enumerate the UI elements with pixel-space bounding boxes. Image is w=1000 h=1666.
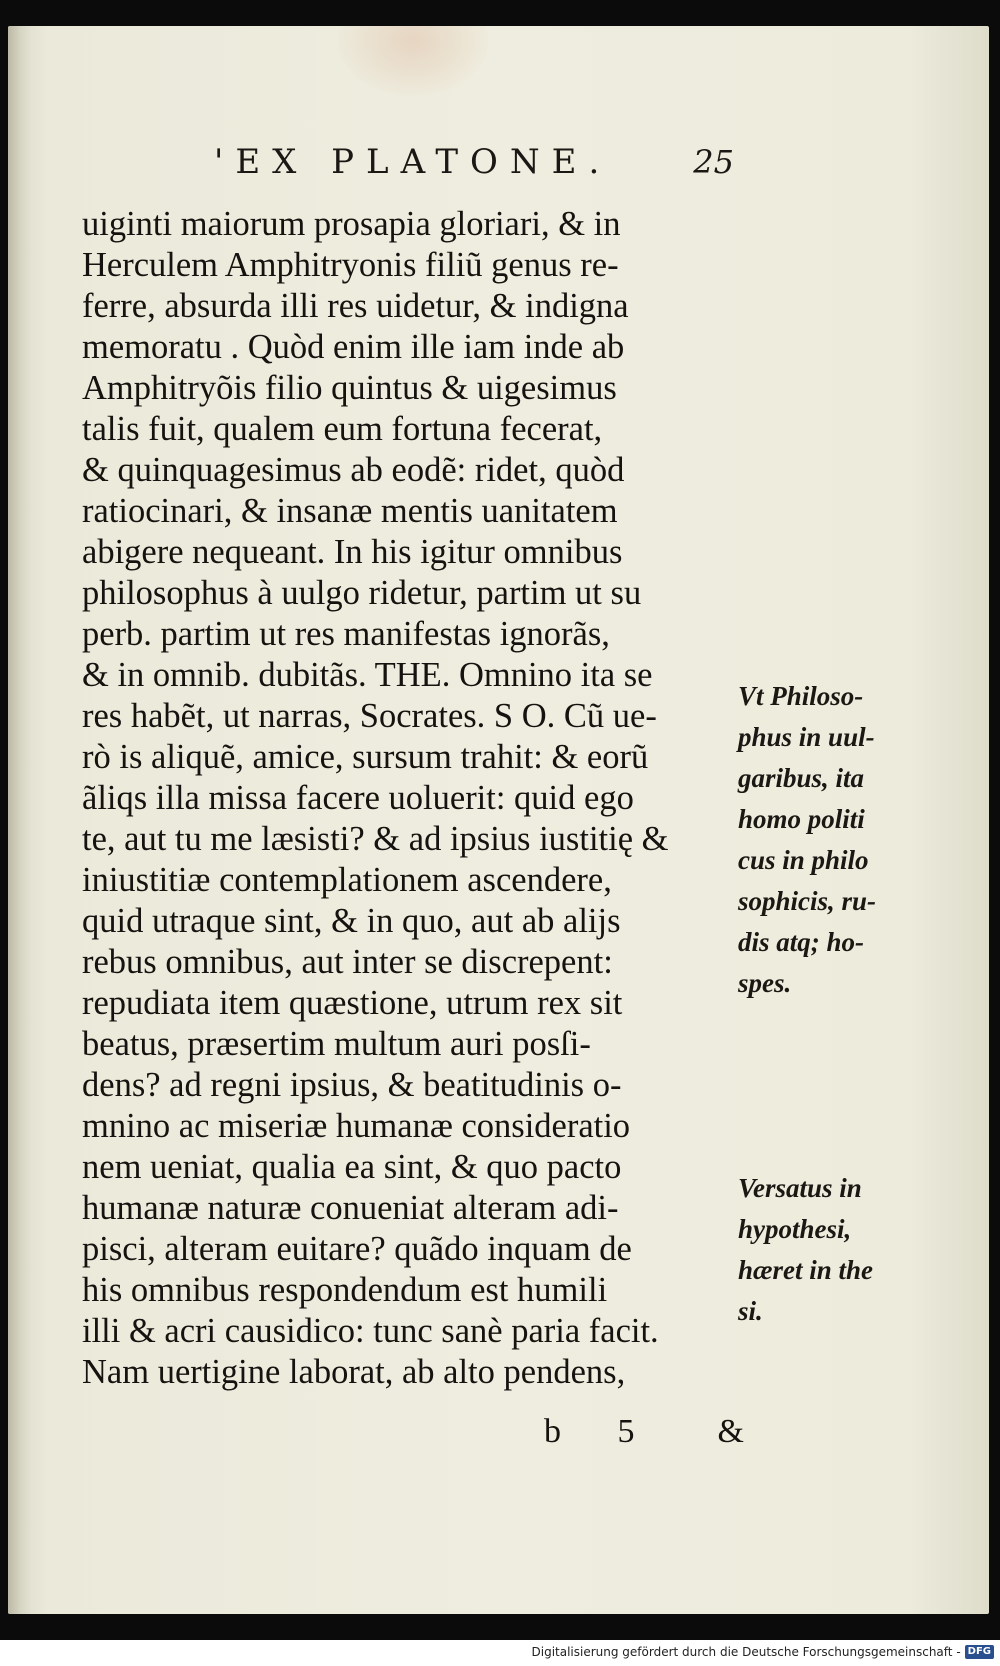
text-line: mnino ac miseriæ humanæ consideratio <box>82 1107 631 1145</box>
funding-credit-text: Digitalisierung gefördert durch die Deutsche Forschungsgemeinschaft - <box>531 1645 961 1659</box>
text-line: pisci, alteram euitare? quãdo inquam de <box>82 1230 632 1268</box>
text-line: res habẽt, ut narras, Socrates. S O. Cũ ue- <box>82 697 657 735</box>
marginal-note-line: phus in uul- <box>738 722 875 752</box>
text-line: beatus, præsertim multum auri posſi- <box>82 1025 591 1063</box>
text-line: Nam uertigine laborat, ab alto pendens, <box>82 1353 626 1391</box>
text-line: repudiata item quæstione, utrum rex sit <box>82 984 623 1022</box>
text-line: & in omnib. dubitãs. THE. Omnino ita se <box>82 656 653 694</box>
marginal-note-line: spes. <box>738 968 792 998</box>
funding-credit <box>532 1642 995 1662</box>
text-line: Herculem Amphitryonis filiũ genus re- <box>82 246 619 284</box>
text-line: nem ueniat, qualia ea sint, & quo pacto <box>82 1148 622 1186</box>
marginal-note-line: hypothesi, <box>738 1214 852 1244</box>
page-header <box>214 138 734 186</box>
paper-stain <box>338 26 488 96</box>
text-line: te, aut tu me læsisti? & ad ipsius iustitię & <box>82 820 669 858</box>
marginal-note-line: Versatus in <box>738 1173 862 1203</box>
marginal-note-line: Vt Philoso- <box>738 681 864 711</box>
text-line: ãliqs illa missa facere uoluerit: quid ego <box>82 779 634 817</box>
text-line: ratiocinari, & insanæ mentis uanitatem <box>82 492 618 530</box>
text-line: humanæ naturæ conueniat alteram adi- <box>82 1189 619 1227</box>
book-page <box>8 26 989 1614</box>
marginal-note-line: cus in philo <box>738 845 869 875</box>
marginal-note-line: homo politi <box>738 804 865 834</box>
dfg-logo: DFG <box>965 1645 994 1659</box>
text-line: memoratu . Quòd enim ille iam inde ab <box>82 328 625 366</box>
marginal-note-line: garibus, ita <box>738 763 865 793</box>
catchword: & <box>717 1413 744 1450</box>
text-line: his omnibus respondendum est humili <box>82 1271 608 1309</box>
text-line: uiginti maiorum prosapia gloriari, & in <box>82 205 621 243</box>
text-line: perb. partim ut res manifestas ignorãs, <box>82 615 610 653</box>
marginal-note-line: sophicis, ru- <box>738 886 877 916</box>
text-line: philosophus à uulgo ridetur, partim ut su <box>82 574 642 612</box>
text-line: quid utraque sint, & in quo, aut ab alijs <box>82 902 621 940</box>
marginal-note-line: si. <box>738 1296 763 1326</box>
text-line: & quinquagesimus ab eodẽ: ridet, quòd <box>82 451 625 489</box>
text-line: iniustitiæ contemplationem ascendere, <box>82 861 612 899</box>
text-line: Amphitryõis filio quintus & uigesimus <box>82 369 617 407</box>
signature-mark: b 5 <box>544 1413 659 1450</box>
marginal-note-line: hæret in the <box>738 1255 874 1285</box>
body-text <box>82 204 742 1393</box>
marginal-note-line: dis atq; ho- <box>738 927 865 957</box>
text-line: ferre, absurda illi res uidetur, & indigna <box>82 287 629 325</box>
marginal-note <box>738 1168 873 1332</box>
marginal-note <box>738 676 876 1004</box>
text-line: abigere nequeant. In his igitur omnibus <box>82 533 623 571</box>
text-line: rò is aliquẽ, amice, sursum trahit: & eorũ <box>82 738 649 776</box>
text-line: rebus omnibus, aut inter se discrepent: <box>82 943 613 981</box>
text-line: dens? ad regni ipsius, & beatitudinis o- <box>82 1066 622 1104</box>
text-line: illi & acri causidico: tunc sanè paria facit. <box>82 1312 659 1350</box>
running-title: 'EX PLATONE. <box>214 142 612 182</box>
catchline <box>544 1410 744 1454</box>
page-number: 25 <box>693 143 734 181</box>
text-line: talis fuit, qualem eum fortuna fecerat, <box>82 410 603 448</box>
